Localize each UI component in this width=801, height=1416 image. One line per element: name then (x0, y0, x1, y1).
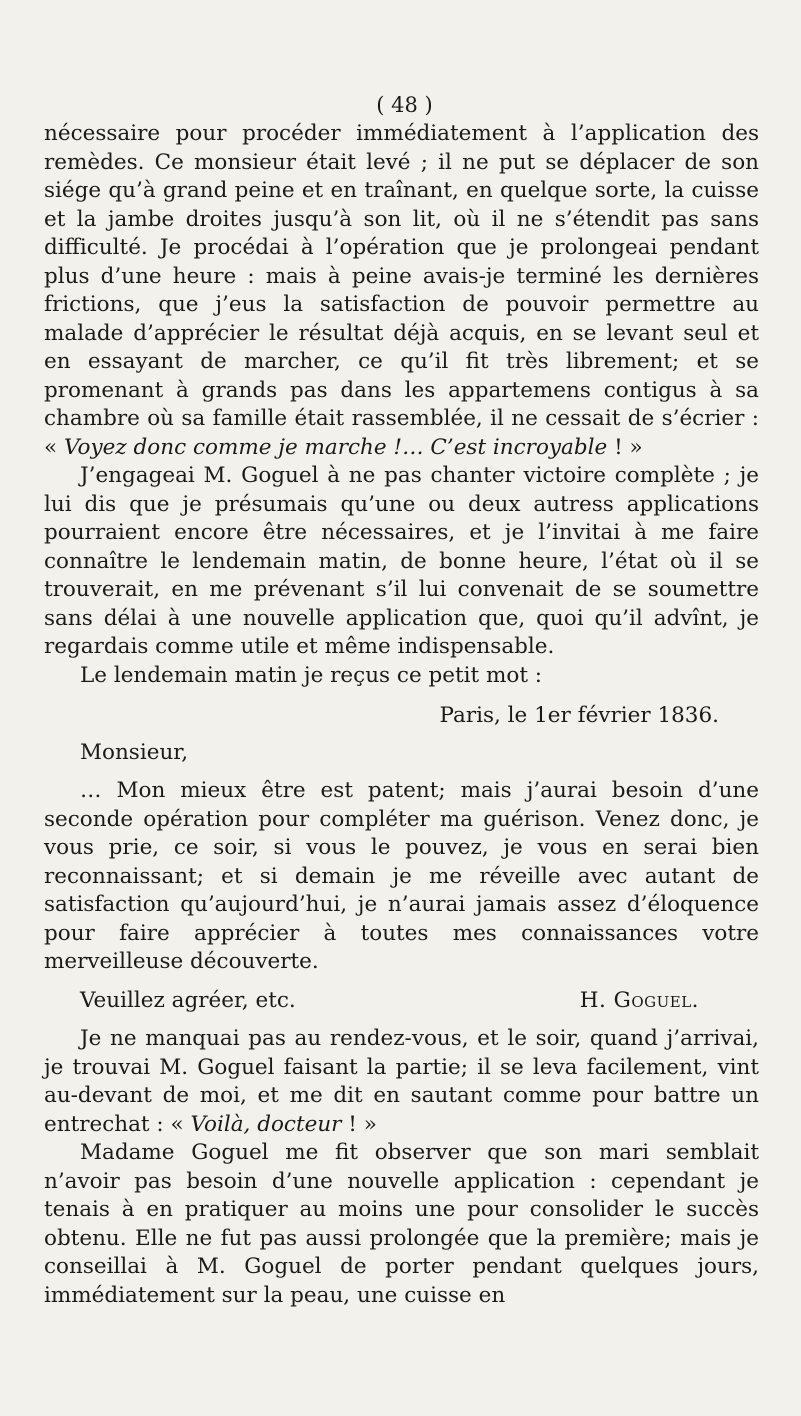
paragraph-4-text: Je ne manquai pas au rendez-vous, et le soir, quand j’arrivai, je trouvai M. Goguel faisant la partie; il se leva facilement, vint au-devant de moi, et me dit en sautant comme pour battre un entrechat : « (44, 1026, 759, 1137)
letter-salutation: Monsieur, (80, 739, 189, 765)
letter-body: … Mon mieux être est patent; mais j’aurai besoin d’une seconde opération pour compléter ma guérison. Venez donc, je vous prie, ce soir, si vous le pouvez, je vous en serai bien reconnaissant; et si demain je me réveille avec autant de satisfaction qu’aujourd’hui, je n’aurai jamais assez d’éloquence pour faire apprécier à toutes mes connaissances votre merveilleuse découverte. (44, 778, 759, 974)
paragraph-4-end: ! » (348, 1111, 377, 1137)
letter-closing: Veuillez agréer, etc. (80, 987, 296, 1013)
letter-signature: H. Goguel. (579, 987, 699, 1013)
paragraph-1 (44, 120, 759, 462)
paragraph-1-text: nécessaire pour procéder immédiatement à l’application des remèdes. Ce monsieur était levé ; il ne put se déplacer de son siége qu’à grand peine et en traînant, en quelque sorte, la cuisse et la jambe droites jusqu’à son lit, où il ne s’étendit pas sans difficulté. Je procédai à l’opération que je prolongeai pendant plus d’une heure : mais à peine avais-je terminé les dernières frictions, que j’eus la satisfaction de pouvoir permettre au malade d’apprécier le résultat déjà acquis, en se levant seul et en essayant de marcher, ce qu’il fit très librement; et se promenant à grands pas dans les appartemens contigus à sa chambre où sa famille était rassemblée, il ne cessait de s’écrier : « (44, 121, 759, 460)
paragraph-4 (44, 1025, 759, 1139)
paragraph-3: Le lendemain matin je reçus ce petit mot : (80, 662, 543, 688)
letter-dateline: Paris, le 1er février 1836. (439, 703, 719, 728)
page-number: ( 48 ) (376, 93, 433, 117)
letter-signoff (44, 987, 759, 1016)
paragraph-5: Madame Goguel me fit observer que son mari semblait n’avoir pas besoin d’une nouvelle application : cependant je tenais à en pratiquer au moins une pour consolider le succès obtenu. Elle ne fut pas aussi prolongée que la première; mais je conseillai à M. Goguel de porter pendant quelques jours, immédiatement sur la peau, une cuisse en (44, 1140, 759, 1308)
paragraph-1-end: ! » (614, 434, 643, 460)
paragraph-4-quote: Voilà, docteur (190, 1111, 342, 1137)
paragraph-2: J’engageai M. Goguel à ne pas chanter victoire complète ; je lui dis que je présumais qu’une ou deux autress applications pourraient encore être nécessaires, et je l’invitai à me faire connaître le lendemain matin, de bonne heure, l’état où il se trouverait, en me prévenant s’il lui convenait de se soumettre sans délai à une nouvelle application que, quoi qu’il advînt, je regardais comme utile et même indispensable. (44, 463, 759, 659)
paragraph-1-quote: Voyez donc comme je marche !… C’est incroyable (64, 434, 608, 460)
